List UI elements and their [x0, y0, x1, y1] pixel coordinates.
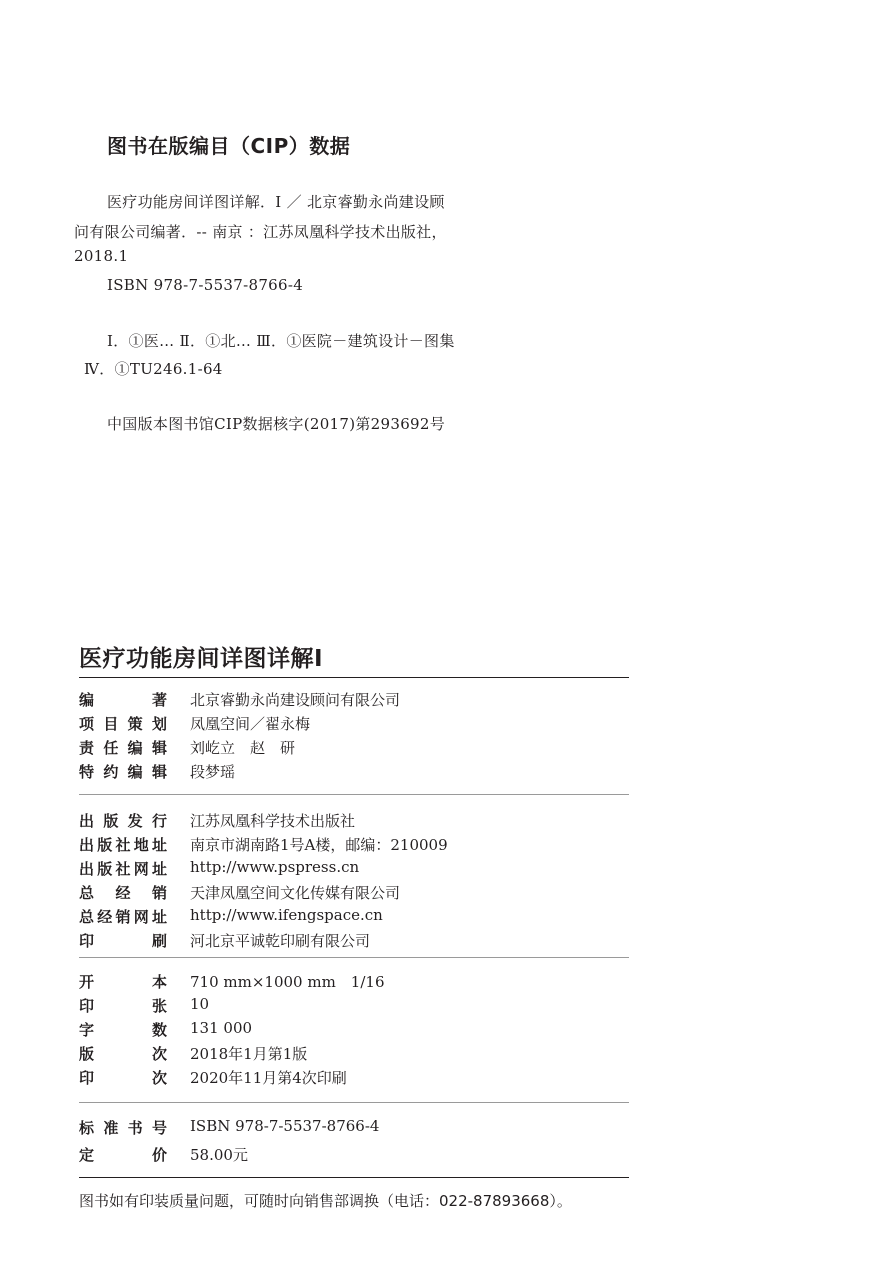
- info-value: 凤凰空间／翟永梅: [190, 715, 311, 733]
- info-label: 字数: [79, 1021, 167, 1039]
- cip-heading: 图书在版编目（CIP）数据: [107, 134, 351, 158]
- divider: [79, 1177, 629, 1178]
- info-row: [79, 906, 639, 928]
- divider: [79, 794, 629, 795]
- cip-line: 问有限公司编著．-- 南京 ：江苏凤凰科学技术出版社，: [74, 223, 447, 241]
- info-label: 印刷: [79, 932, 167, 950]
- info-row: [79, 713, 639, 735]
- divider: [79, 1102, 629, 1103]
- info-row: [79, 834, 639, 856]
- info-label: 印次: [79, 1069, 167, 1087]
- divider: [79, 677, 629, 678]
- info-row: [79, 971, 639, 993]
- info-row: [79, 1144, 639, 1166]
- divider: [79, 957, 629, 958]
- info-label: 出版发行: [79, 812, 167, 830]
- info-label: 总经销: [79, 884, 167, 902]
- info-value: 江苏凤凰科学技术出版社: [190, 812, 356, 830]
- info-label: 定价: [79, 1146, 167, 1164]
- info-value: 710 mm×1000 mm 1/16: [190, 973, 385, 991]
- info-value: 南京市湖南路1号A楼，邮编：210009: [190, 836, 448, 854]
- info-row: [79, 858, 639, 880]
- info-value: 天津凤凰空间文化传媒有限公司: [190, 884, 401, 902]
- info-value: 刘屹立 赵 研: [190, 739, 296, 757]
- cip-line: 2018.1: [74, 247, 129, 265]
- info-label: 编著: [79, 691, 167, 709]
- info-row: [79, 761, 639, 783]
- info-row: [79, 737, 639, 759]
- info-label: 版次: [79, 1045, 167, 1063]
- info-value: 2020年11月第4次印刷: [190, 1069, 347, 1087]
- info-value: 2018年1月第1版: [190, 1045, 308, 1063]
- cip-line: Ⅰ．①医… Ⅱ．①北… Ⅲ．①医院－建筑设计－图集: [107, 332, 455, 350]
- info-label: 项目策划: [79, 715, 167, 733]
- info-row: [79, 995, 639, 1017]
- info-value: http://www.pspress.cn: [190, 858, 360, 876]
- info-label: 特约编辑: [79, 763, 167, 781]
- info-value: 河北京平诚乾印刷有限公司: [190, 932, 371, 950]
- cip-line: 中国版本图书馆CIP数据核字(2017)第293692号: [107, 415, 446, 433]
- info-value: 10: [190, 995, 210, 1013]
- info-row: [79, 689, 639, 711]
- info-label: 印张: [79, 997, 167, 1015]
- info-row: [79, 810, 639, 832]
- info-row: [79, 1067, 639, 1089]
- info-value: 131 000: [190, 1019, 253, 1037]
- info-row: [79, 930, 639, 952]
- cip-line: ISBN 978-7-5537-8766-4: [107, 276, 304, 294]
- info-value: ISBN 978-7-5537-8766-4: [190, 1117, 380, 1135]
- cip-line: Ⅳ．①TU246.1-64: [84, 360, 223, 378]
- cip-line: 医疗功能房间详图详解．Ⅰ ／ 北京睿勤永尚建设顾: [107, 193, 445, 211]
- info-value: 58.00元: [190, 1146, 248, 1164]
- info-label: 出版社地址: [79, 836, 167, 854]
- info-label: 标准书号: [79, 1119, 167, 1137]
- info-label: 开本: [79, 973, 167, 991]
- info-label: 总经销网址: [79, 908, 167, 926]
- info-value: 段梦瑶: [190, 763, 236, 781]
- info-label: 责任编辑: [79, 739, 167, 757]
- info-value: http://www.ifengspace.cn: [190, 906, 383, 924]
- info-row: [79, 1043, 639, 1065]
- book-title: 医疗功能房间详图详解Ⅰ: [79, 646, 324, 672]
- info-row: [79, 1117, 639, 1139]
- info-value: 北京睿勤永尚建设顾问有限公司: [190, 691, 401, 709]
- info-row: [79, 1019, 639, 1041]
- info-row: [79, 882, 639, 904]
- info-label: 出版社网址: [79, 860, 167, 878]
- footer-note: 图书如有印装质量问题，可随时向销售部调换（电话：022-87893668）。: [79, 1192, 572, 1210]
